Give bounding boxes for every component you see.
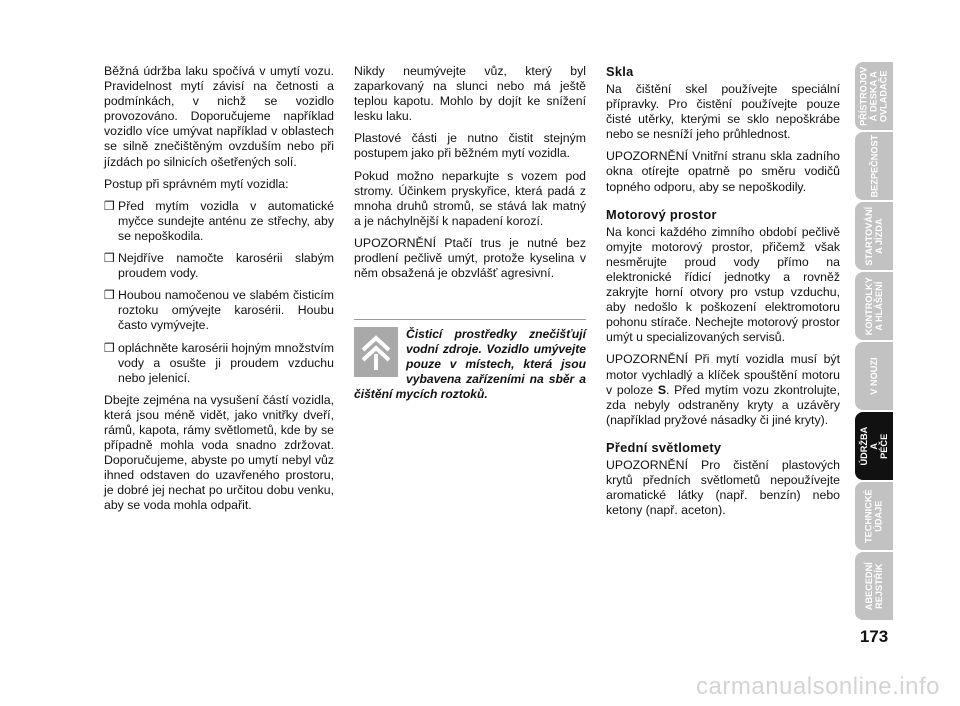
list-item: ❒ opláchněte karosérii hojným množstvím vody a osušte ji proudem vzduchu nebo jelenicí. bbox=[104, 340, 334, 385]
list-item: ❒ Houbou namočenou ve slabém čisticím roztoku omývejte karosérii. Houbu často vymývejte. bbox=[104, 288, 334, 333]
warning-paragraph: UPOZORNĚNÍ Ptačí trus je nutné bez prodlení pečlivě umýt, protože kyselina v něm obsažená je obzvlášť agresivní. bbox=[354, 235, 586, 281]
key-position: S bbox=[657, 382, 667, 397]
column-right bbox=[606, 64, 840, 525]
list-item: ❒ Nejdříve namočte karosérii slabým proudem vody. bbox=[104, 251, 334, 281]
paragraph: Nikdy neumývejte vůz, který byl zaparkovaný na slunci nebo má ještě teplou kapotu. Mohlo by dojít ke snížení lesku laku. bbox=[354, 64, 586, 124]
list-item: ❒ Před mytím vozidla v automatické myčce sundejte anténu ze střechy, aby se nepoškodila. bbox=[104, 198, 334, 243]
chapter-tabs bbox=[855, 62, 893, 622]
paragraph: Pokud možno neparkujte s vozem pod stromy. Účinkem pryskyřice, která padá z mnoha druhů stromů, se stává lak matný a je náchylnější k napadení korozí. bbox=[354, 168, 586, 228]
warning-paragraph: UPOZORNĚNÍ Vnitřní stranu skla zadního okna otírejte opatrně po směru vodičů topného odporu, aby se nepoškodily. bbox=[606, 149, 840, 194]
warning-paragraph: UPOZORNĚNÍ Pro čistění plastových krytů předních světlometů nepoužívejte aromatické látky (např. benzín) nebo ketony (např. aceton). bbox=[606, 457, 840, 518]
section-heading: Skla bbox=[606, 64, 634, 79]
column-left bbox=[104, 64, 334, 521]
section-heading: Přední světlomety bbox=[606, 439, 722, 455]
tab-startovani[interactable]: STARTOVÁNÍ A JÍZDA bbox=[855, 202, 893, 270]
note-text: Čisticí prostředky znečišťují vodní zdroje. Vozidlo umývejte pouze v místech, která jsou vybavena zařízeními na sběr a čištění mycích roztoků. bbox=[354, 327, 586, 401]
checkbox-square-icon: ❒ bbox=[104, 340, 115, 355]
tab-pristrojova-deska[interactable]: PŘÍSTROJOV Á DESKA A OVLADAČE bbox=[855, 62, 893, 130]
paragraph: Běžná údržba laku spočívá v umytí vozu. Pravidelnost mytí závisí na četnosti a podmínkách, v nichž se vozidlo provozováno. Doporučujeme například vozidlo více umývat například v oblastech se silně znečištěným ovzduším nebo při jízdách po silnicích ošetřených solí. bbox=[104, 64, 334, 169]
paragraph: Na čištění skel používejte speciální přípravky. Pro čistění používejte pouze čisté utěrky, kterými se sklo nepoškrábe nebo se nesníží jeho průhlednost. bbox=[606, 82, 840, 142]
environment-note bbox=[354, 319, 586, 402]
warning-paragraph: UPOZORNĚNÍ Při mytí vozidla musí být motor vychladlý a klíček spouštění motoru v poloze S. Před mytím vozu zkontrolujte, zda nebyly odstraněny kryty a uzávěry (například pryžové násadky či jiné kryty). bbox=[606, 352, 840, 427]
checkbox-square-icon: ❒ bbox=[104, 288, 115, 303]
paragraph: Postup při správném mytí vozidla: bbox=[104, 176, 289, 191]
tab-bezpecnost[interactable]: BEZPEČNOST bbox=[855, 132, 893, 200]
section-heading: Motorový prostor bbox=[606, 206, 717, 222]
paragraph: Na konci každého zimního období pečlivě omyjte motorový prostor, přičemž však nesměrujte proud vody přímo na elektronické řídicí jednotky a rovněž zakryjte horní otvory pro vstup vzduchu, aby nedošlo k poškození elektromotoru pohonu stírače. Nechejte motorový prostor umýt u specializovaných servisů. bbox=[606, 224, 840, 345]
tab-udrzba-active[interactable]: ÚDRŽBA A PÉČE bbox=[855, 412, 893, 480]
column-middle bbox=[354, 64, 586, 288]
recycle-arrows-icon bbox=[354, 327, 398, 377]
tab-technicke-udaje[interactable]: TECHNICKÉ ÚDAJE bbox=[855, 482, 893, 550]
tab-abecedni-rejstrik[interactable]: ABECEDNÍ REJSTŘÍK bbox=[855, 552, 893, 620]
tab-kontrolky[interactable]: KONTROLKY A HLÁŠENÍ bbox=[855, 272, 893, 340]
watermark: carmanualsonline.info bbox=[696, 673, 940, 700]
paragraph: Dbejte zejména na vysušení částí vozidla, která jsou méně vidět, jako vnitřky dveří, rámů, kapota, rámy světlometů, kde by se případně mohla voda snadno zdržovat. Doporučujeme, abyste po umytí nebyl vůz ihned odstaven do uzavřeného prostoru, je dobré jej nechat po určitou dobu venku, aby se voda mohla odpařit. bbox=[104, 392, 334, 513]
tab-v-nouzi[interactable]: V NOUZI bbox=[855, 342, 893, 410]
paragraph: Plastové části je nutno čistit stejným postupem jako při běžném mytí vozidla. bbox=[354, 131, 586, 161]
checkbox-square-icon: ❒ bbox=[104, 251, 115, 266]
page-number: 173 bbox=[859, 627, 889, 646]
checkbox-square-icon: ❒ bbox=[104, 198, 115, 213]
